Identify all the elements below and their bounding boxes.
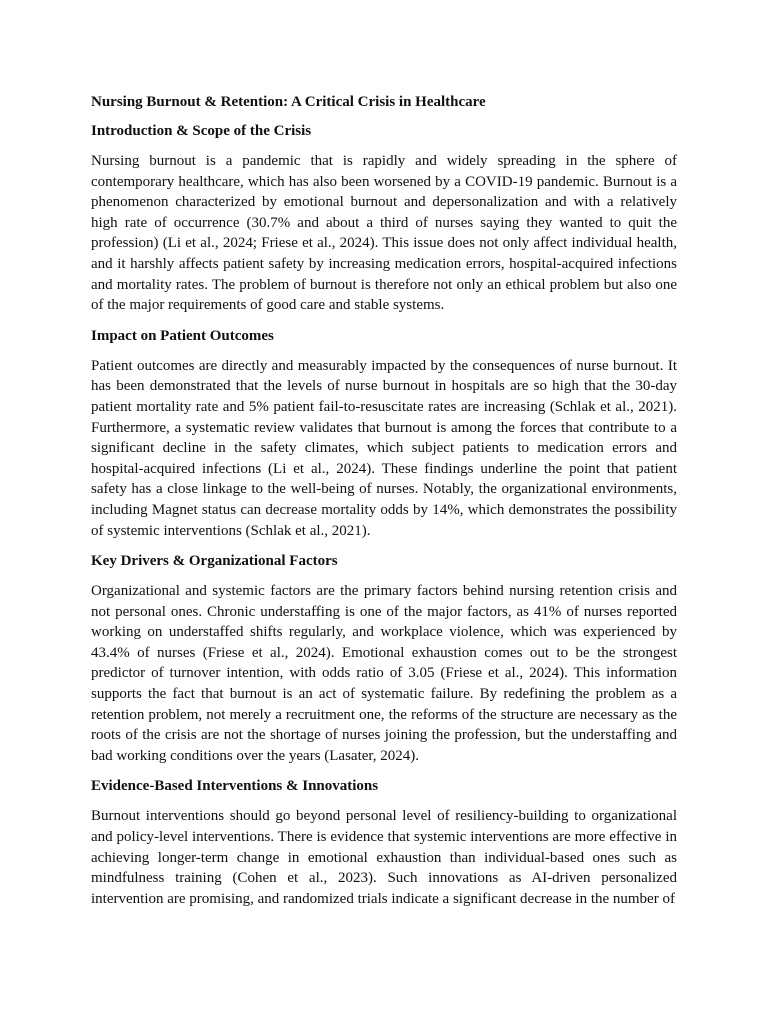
- document-title: Nursing Burnout & Retention: A Critical Crisis in Healthcare: [91, 94, 486, 110]
- section-heading-key-drivers: Key Drivers & Organizational Factors: [91, 553, 338, 570]
- section-paragraph-introduction: Nursing burnout is a pandemic that is rapidly and widely spreading in the sphere of contemporary healthcare, which has also been worsened by a COVID-19 pandemic. Burnout is a phenomenon characterized by emotional burnout and depersonalization and with a relatively high rate of occurrence (30.7% and about a third of nurses saying they wanted to quit the profession) (Li et al., 2024; Friese et al., 2024). This issue does not only affect individual health, and it harshly affects patient safety by increasing medication errors, hospital-acquired infections and mortality rates. The problem of burnout is therefore not only an ethical problem but also one of the major requirements of good care and stable systems.: [91, 153, 677, 314]
- section-paragraph-key-drivers: Organizational and systemic factors are the primary factors behind nursing retention crisis and not personal ones. Chronic understaffing is one of the major factors, as 41% of nurses reported working on understaffed shifts regularly, and workplace violence, which was experienced by 43.4% of nurses (Friese et al., 2024). Emotional exhaustion comes out to be the strongest predictor of turnover intention, with odds ratio of 3.05 (Friese et al., 2024). This information supports the fact that burnout is an act of systematic failure. By redefining the problem as a retention problem, not merely a recruitment one, the reforms of the structure are necessary as the roots of the crisis are not the shortage of nurses joining the profession, but the understaffing and bad working conditions over the years (Lasater, 2024).: [91, 583, 677, 764]
- section-heading-interventions: Evidence-Based Interventions & Innovations: [91, 778, 379, 795]
- section-paragraph-patient-outcomes: Patient outcomes are directly and measurably impacted by the consequences of nurse burnout. It has been demonstrated that the levels of nurse burnout in hospitals are so high that the 30-day patient mortality rate and 5% patient fail-to-resuscitate rates are increasing (Schlak et al., 2021). Furthermore, a systematic review validates that burnout is among the forces that contribute to a significant decline in the safety climates, which subject patients to medication errors and hospital-acquired infections (Li et al., 2024). These findings underline the point that patient safety has a close linkage to the well-being of nurses. Notably, the organizational environments, including Magnet status can decrease mortality odds by 14%, which demonstrates the possibility of systemic interventions (Schlak et al., 2021).: [91, 357, 677, 539]
- section-paragraph-interventions: Burnout interventions should go beyond personal level of resiliency-building to organizational and policy-level interventions. There is evidence that systemic interventions are more effective in achieving longer-term change in emotional exhaustion than individual-based ones such as mindfulness training (Cohen et al., 2023). Such innovations as AI-driven personalized intervention are promising, and randomized trials indicate a significant decrease in the number of: [91, 808, 677, 907]
- document-body: [91, 92, 677, 919]
- section-heading-patient-outcomes: Impact on Patient Outcomes: [91, 327, 274, 344]
- section-heading-introduction: Introduction & Scope of the Crisis: [91, 123, 312, 139]
